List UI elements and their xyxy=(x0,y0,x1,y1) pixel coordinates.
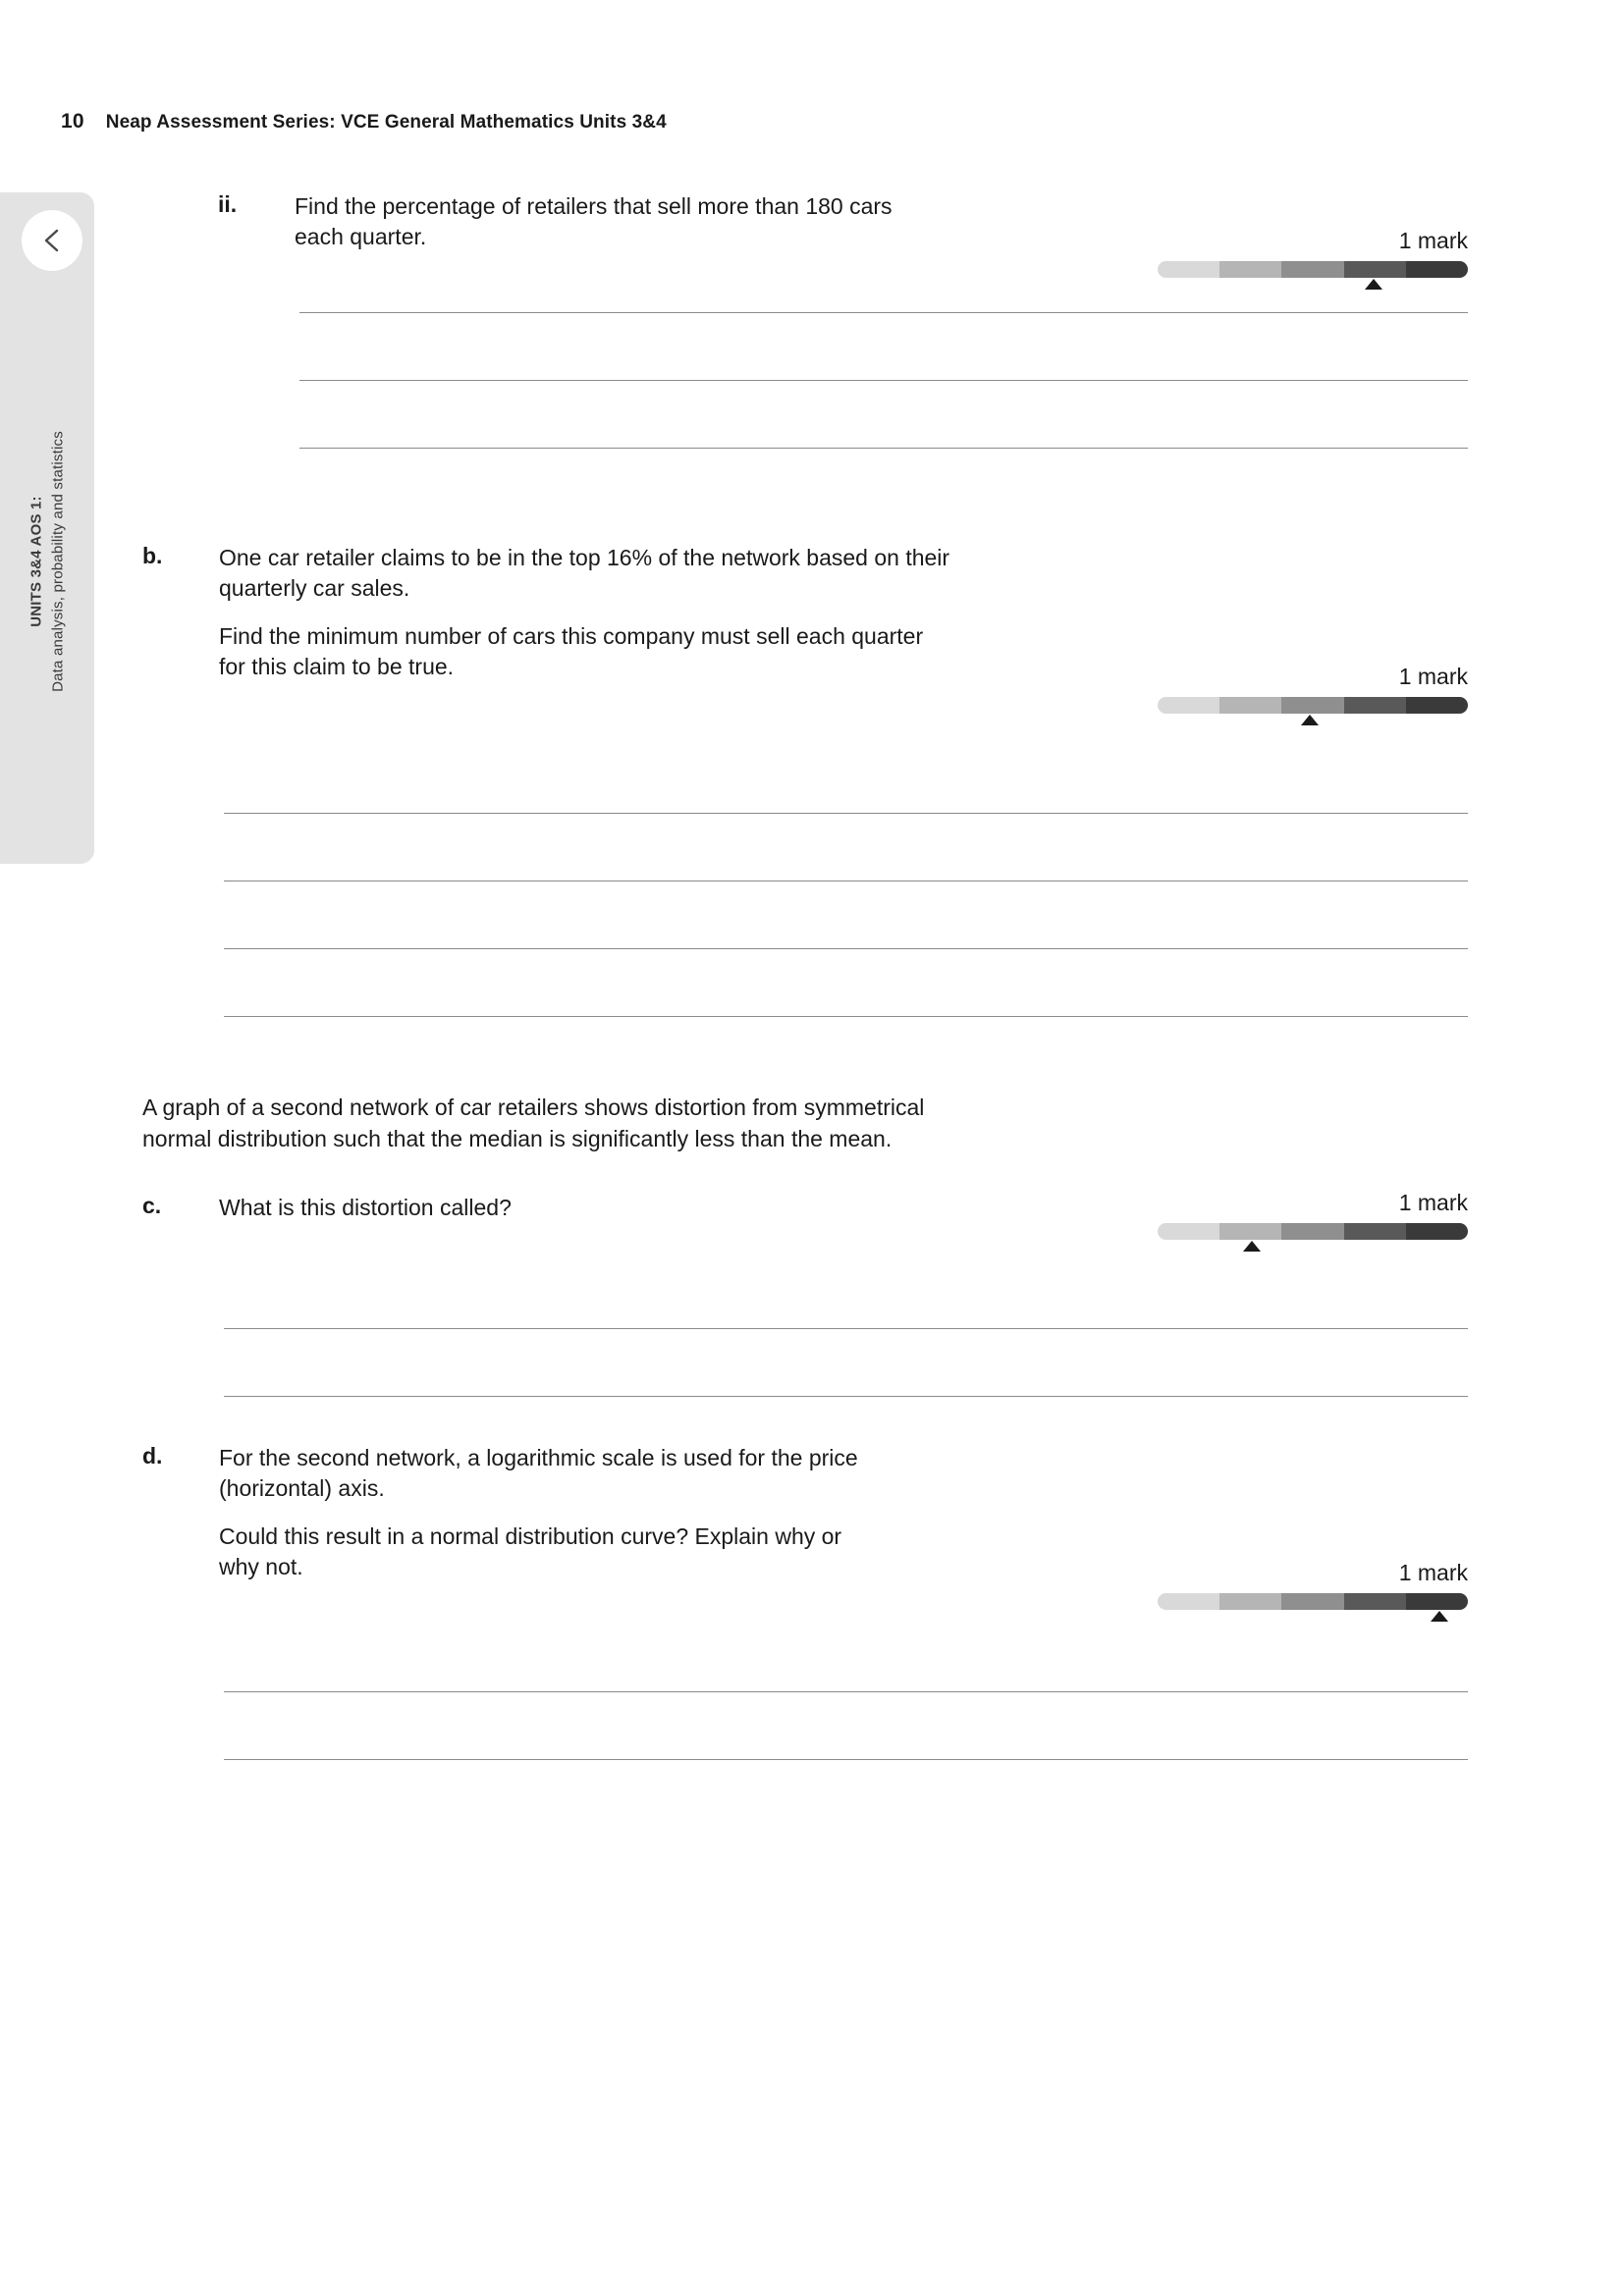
question-b-p2-line2: for this claim to be true. xyxy=(219,653,455,679)
context-paragraph-line1: A graph of a second network of car retailers shows distortion from symmetrical xyxy=(142,1095,925,1120)
difficulty-seg-1 xyxy=(1158,1223,1219,1240)
answer-line[interactable] xyxy=(299,448,1468,449)
difficulty-seg-2 xyxy=(1219,1593,1281,1610)
chevron-left-icon xyxy=(40,227,64,254)
difficulty-pointer-ii xyxy=(1158,278,1468,292)
question-b-p1-line1: One car retailer claims to be in the top 16% of the network based on their xyxy=(219,545,950,570)
difficulty-seg-1 xyxy=(1158,1593,1219,1610)
sidebar-unit-line2: Data analysis, probability and statistics xyxy=(49,431,66,693)
difficulty-seg-5 xyxy=(1406,261,1468,278)
answer-lines-d[interactable] xyxy=(224,1691,1468,1760)
question-d-text xyxy=(219,1443,858,1582)
difficulty-seg-2 xyxy=(1219,261,1281,278)
marks-label-d: 1 mark xyxy=(1398,1560,1468,1585)
difficulty-bar-d xyxy=(1158,1593,1468,1610)
difficulty-seg-2 xyxy=(1219,1223,1281,1240)
difficulty-seg-1 xyxy=(1158,261,1219,278)
difficulty-bar-c xyxy=(1158,1223,1468,1240)
marks-indicator-ii xyxy=(1158,228,1468,292)
marks-indicator-d xyxy=(1158,1560,1468,1624)
question-ii-line2: each quarter. xyxy=(295,224,427,250)
difficulty-pointer-arrow-icon xyxy=(1365,279,1382,290)
marks-indicator-b xyxy=(1158,664,1468,727)
sidebar-section-tab xyxy=(0,192,94,864)
sidebar-unit-line1: UNITS 3&4 AOS 1: xyxy=(27,496,45,627)
difficulty-seg-5 xyxy=(1406,1593,1468,1610)
difficulty-pointer-b xyxy=(1158,714,1468,727)
question-d: d. For the second network, a logarithmic scale is used for the price (horizontal) axis. Could this result in a normal distribution curve? Explain why or why not. xyxy=(142,1443,1124,1582)
context-paragraph xyxy=(142,1093,1438,1154)
difficulty-seg-4 xyxy=(1344,697,1406,714)
page-number: 10 xyxy=(61,110,84,133)
question-d-p1-line1: For the second network, a logarithmic scale is used for the price xyxy=(219,1445,858,1470)
marks-label-c: 1 mark xyxy=(1398,1190,1468,1215)
difficulty-pointer-d xyxy=(1158,1610,1468,1624)
marks-label-ii: 1 mark xyxy=(1398,228,1468,253)
context-paragraph-line2: normal distribution such that the median is significantly less than the mean. xyxy=(142,1125,893,1151)
difficulty-seg-4 xyxy=(1344,1593,1406,1610)
question-ii: ii. Find the percentage of retailers that sell more than 180 cars each quarter. xyxy=(218,191,1200,253)
question-c: c. What is this distortion called? xyxy=(142,1193,1124,1223)
difficulty-seg-3 xyxy=(1281,1593,1343,1610)
difficulty-seg-4 xyxy=(1344,1223,1406,1240)
difficulty-pointer-arrow-icon xyxy=(1431,1611,1448,1622)
page-header xyxy=(61,110,667,133)
difficulty-seg-5 xyxy=(1406,1223,1468,1240)
back-button[interactable] xyxy=(22,210,82,271)
difficulty-pointer-arrow-icon xyxy=(1301,715,1319,725)
answer-line[interactable] xyxy=(224,1759,1468,1760)
difficulty-seg-3 xyxy=(1281,261,1343,278)
difficulty-pointer-c xyxy=(1158,1240,1468,1254)
question-d-p2-line1: Could this result in a normal distribution curve? Explain why or xyxy=(219,1522,842,1549)
question-d-p2-line2: why not. xyxy=(219,1553,303,1579)
question-c-text xyxy=(219,1193,512,1223)
question-b-text xyxy=(219,543,949,682)
difficulty-seg-5 xyxy=(1406,697,1468,714)
question-d-p1-line2: (horizontal) axis. xyxy=(219,1475,385,1502)
difficulty-seg-2 xyxy=(1219,697,1281,714)
answer-lines-b[interactable] xyxy=(224,813,1468,1017)
page-title: Neap Assessment Series: VCE General Mathematics Units 3&4 xyxy=(105,112,667,133)
difficulty-seg-3 xyxy=(1281,1223,1343,1240)
question-ii-text xyxy=(295,191,893,253)
answer-line[interactable] xyxy=(224,1396,1468,1397)
difficulty-seg-4 xyxy=(1344,261,1406,278)
question-b-p2-line1: Find the minimum number of cars this company must sell each quarter xyxy=(219,622,924,649)
marks-indicator-c xyxy=(1158,1190,1468,1254)
question-c-line1: What is this distortion called? xyxy=(219,1195,512,1220)
difficulty-seg-1 xyxy=(1158,697,1219,714)
difficulty-bar-b xyxy=(1158,697,1468,714)
answer-lines-c[interactable] xyxy=(224,1328,1468,1397)
question-b: b. One car retailer claims to be in the top 16% of the network based on their quarterly car sales. Find the minimum number of cars this company must sell each quarter for this claim to be true. xyxy=(142,543,1203,682)
answer-line[interactable] xyxy=(224,1016,1468,1017)
question-ii-line1: Find the percentage of retailers that sell more than 180 cars xyxy=(295,193,893,219)
difficulty-bar-ii xyxy=(1158,261,1468,278)
difficulty-seg-3 xyxy=(1281,697,1343,714)
question-b-p1-line2: quarterly car sales. xyxy=(219,575,410,602)
difficulty-pointer-arrow-icon xyxy=(1243,1241,1261,1252)
answer-lines-ii[interactable] xyxy=(299,312,1468,449)
sidebar-unit-label xyxy=(26,431,69,692)
marks-label-b: 1 mark xyxy=(1398,664,1468,689)
